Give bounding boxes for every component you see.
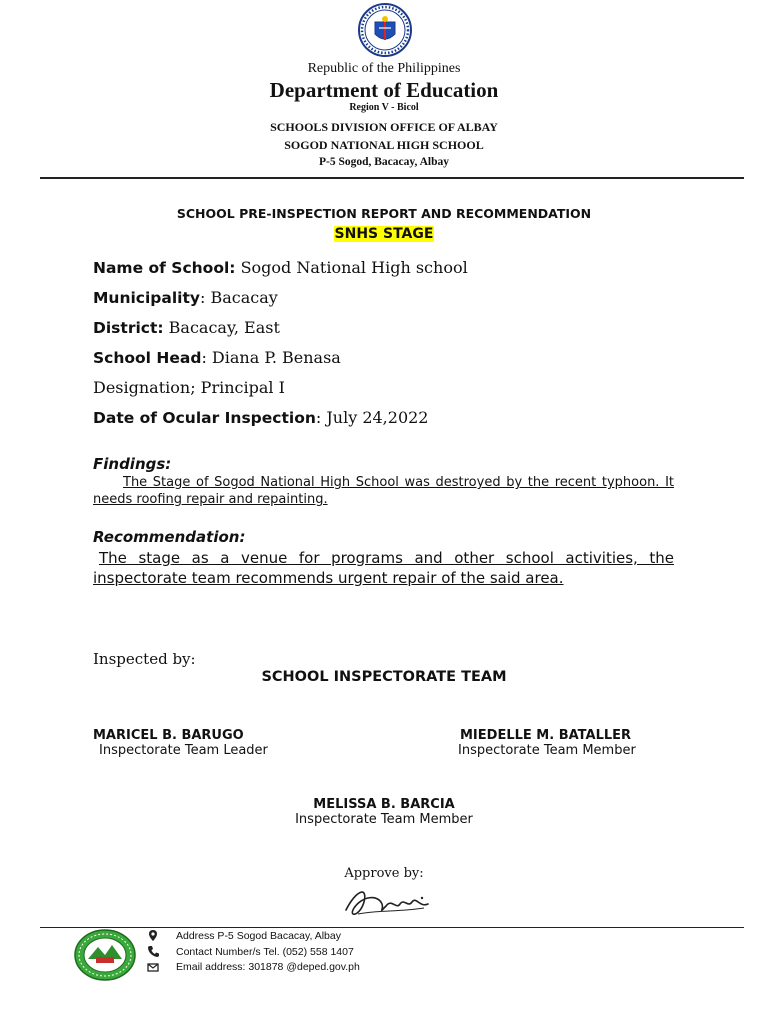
field-label: District: — [93, 319, 164, 337]
field-inspection-date — [93, 408, 428, 427]
signatory-name: MELISSA B. BARCIA — [313, 797, 455, 812]
report-subject-wrap — [0, 223, 768, 242]
field-school-head — [93, 348, 341, 367]
field-label: Name of School: — [93, 259, 236, 277]
footer-divider — [40, 927, 744, 928]
field-label: Date of Ocular Inspection — [93, 409, 316, 427]
field-label: Municipality — [93, 289, 201, 307]
inspected-by-label: Inspected by: — [93, 650, 196, 668]
field-value: Designation; Principal I — [93, 378, 285, 397]
signatory-leader — [93, 728, 268, 758]
field-district — [93, 318, 280, 337]
field-designation — [93, 378, 285, 397]
signatory-member-1 — [458, 728, 636, 758]
signatory-role: Inspectorate Team Member — [295, 812, 473, 827]
recommendation-heading: Recommendation: — [93, 528, 246, 546]
approve-by-label: Approve by: — [344, 866, 424, 881]
field-value: : Diana P. Benasa — [201, 348, 341, 367]
field-school-name — [93, 258, 468, 277]
signatory-member-2 — [0, 797, 768, 827]
email-icon — [147, 961, 159, 973]
header-region: Region V - Bicol — [349, 102, 419, 113]
footer-icons — [147, 929, 161, 973]
team-title: SCHOOL INSPECTORATE TEAM — [261, 669, 507, 685]
recommendation-text-body: The stage as a venue for programs and other school activities, the inspectorate team recommends urgent repair of the said area. — [93, 549, 674, 587]
header-divider — [40, 177, 744, 179]
report-subject: SNHS STAGE — [334, 226, 434, 242]
header-department: Department of Education — [269, 78, 499, 102]
header-republic: Republic of the Philippines — [307, 61, 461, 76]
field-value: : Bacacay — [200, 288, 278, 307]
footer-email: Email address: 301878 @deped.gov.ph — [176, 961, 360, 973]
recommendation-text — [93, 548, 674, 588]
findings-heading: Findings: — [93, 455, 172, 473]
report-title: SCHOOL PRE-INSPECTION REPORT AND RECOMMENDATION — [176, 206, 592, 221]
header-division: SCHOOLS DIVISION OFFICE OF ALBAY — [270, 120, 498, 134]
field-value: : July 24,2022 — [315, 408, 429, 427]
footer-contact: Contact Number/s Tel. (052) 558 1407 — [176, 945, 354, 958]
approver-signature — [338, 880, 438, 924]
footer-contact-block — [176, 929, 360, 976]
signatory-role: Inspectorate Team Leader — [99, 743, 268, 758]
header-school: SOGOD NATIONAL HIGH SCHOOL — [284, 138, 484, 152]
field-value: Sogod National High school — [235, 258, 468, 277]
field-label: School Head — [93, 349, 202, 367]
signatory-name: MARICEL B. BARUGO — [93, 728, 244, 743]
field-value: Bacacay, East — [163, 318, 280, 337]
footer-address: Address P-5 Sogod Bacacay, Albay — [176, 930, 341, 942]
location-pin-icon — [147, 929, 159, 942]
findings-text-body: The Stage of Sogod National High School was destroyed by the recent typhoon. It needs roofing repair and repainting. — [93, 475, 674, 507]
field-municipality — [93, 288, 278, 307]
signatory-name: MIEDELLE M. BATALLER — [460, 728, 632, 743]
header-address: P-5 Sogod, Bacacay, Albay — [318, 156, 450, 168]
school-seal-logo — [74, 929, 136, 981]
phone-icon — [147, 945, 159, 958]
deped-seal-logo — [357, 2, 413, 58]
signatory-role: Inspectorate Team Member — [458, 743, 636, 758]
findings-text — [93, 474, 674, 508]
